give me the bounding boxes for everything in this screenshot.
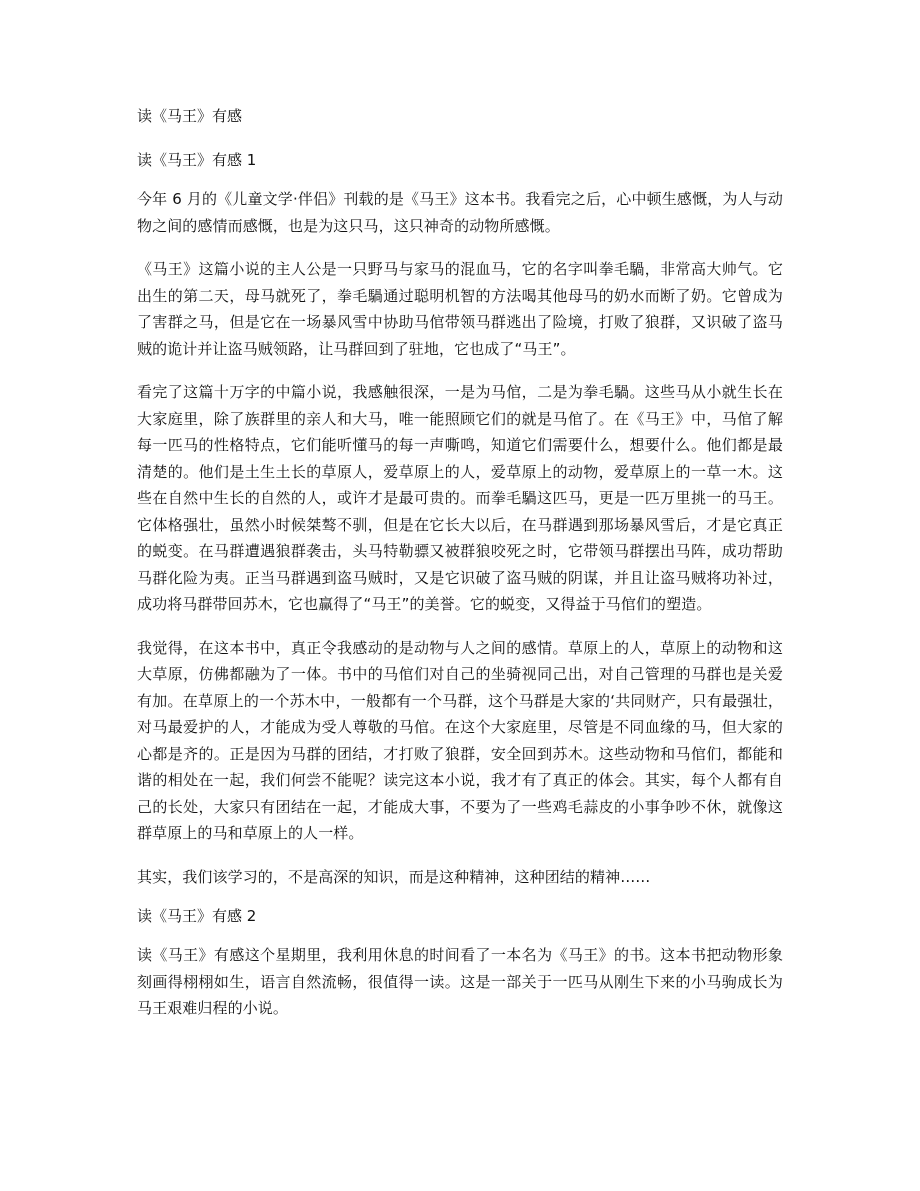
paragraph: 我觉得，在这本书中，真正令我感动的是动物与人之间的感情。草原上的人，草原上的动物和这大草原，仿佛都融为了一体。书中的马倌们对自己的坐骑视同己出，对自己管理的马群也是关爱有加。在草原上的一个苏木中，一般都有一个马群，这个马群是大家的‘共同财产，只有最强壮，对马最爱护的人，才能成为受人尊敬的马倌。在这个大家庭里，尽管是不同血缘的马，但大家的心都是齐的。正是因为马群的团结，才打败了狼群，安全回到苏木。这些动物和马倌们，都能和谐的相处在一起，我们何尝不能呢？读完这本小说，我才有了真正的体会。其实，每个人都有自己的长处，大家只有团结在一起，才能成大事，不要为了一些鸡毛蒜皮的小事争吵不休，就像这群草原上的马和草原上的人一样。 <box>137 638 783 842</box>
section-2-heading: 读《马王》有感 2 <box>137 907 257 925</box>
section-1-heading: 读《马王》有感 1 <box>137 151 257 169</box>
paragraph: 看完了这篇十万字的中篇小说，我感触很深，一是为马倌，二是为拳毛騧。这些马从小就生长在大家庭里，除了族群里的亲人和大马，唯一能照顾它们的就是马倌了。在《马王》中，马倌了解每一匹马的性格特点，它们能听懂马的每一声嘶鸣，知道它们需要什么，想要什么。他们都是最清楚的。他们是土生土长的草原人，爱草原上的人，爱草原上的动物，爱草原上的一草一木。这些在自然中生长的自然的人，或许才是最可贵的。而拳毛騧这匹马，更是一匹万里挑一的马王。它体格强壮，虽然小时候桀骜不驯，但是在它长大以后，在马群遇到那场暴风雪后，才是它真正的蜕变。在马群遭遇狼群袭击，头马特勒骠又被群狼咬死之时，它带领马群摆出马阵，成功帮助马群化险为夷。正当马群遇到盗马贼时，又是它识破了盗马贼的阴谋，并且让盗马贼将功补过，成功将马群带回苏木，它也赢得了“马王”的美誉。它的蜕变，又得益于马倌们的塑造。 <box>137 383 783 613</box>
paragraph: 其实，我们该学习的，不是高深的知识，而是这种精神，这种团结的精神…… <box>137 867 651 886</box>
paragraph: 《马王》这篇小说的主人公是一只野马与家马的混血马，它的名字叫拳毛騧，非常高大帅气。它出生的第二天，母马就死了，拳毛騧通过聪明机智的方法喝其他母马的奶水而断了奶。它曾成为了害群之马，但是它在一场暴风雪中协助马倌带领马群逃出了险境，打败了狼群，又识破了盗马贼的诡计并让盗马贼领路，让马群回到了驻地，它也成了“马王”。 <box>137 260 783 358</box>
paragraph: 读《马王》有感这个星期里，我利用休息的时间看了一本名为《马王》的书。这本书把动物形象刻画得栩栩如生，语言自然流畅，很值得一读。这是一部关于一匹马从刚生下来的小马驹成长为马王艰难归程的小说。 <box>137 946 783 1017</box>
document-title: 读《马王》有感 <box>137 107 243 125</box>
paragraph: 今年 6 月的《儿童文学·伴侣》刊载的是《马王》这本书。我看完之后，心中顿生感慨，为人与动物之间的感情而感慨，也是为这只马，这只神奇的动物所感慨。 <box>137 190 783 235</box>
document-page <box>137 100 783 1022</box>
